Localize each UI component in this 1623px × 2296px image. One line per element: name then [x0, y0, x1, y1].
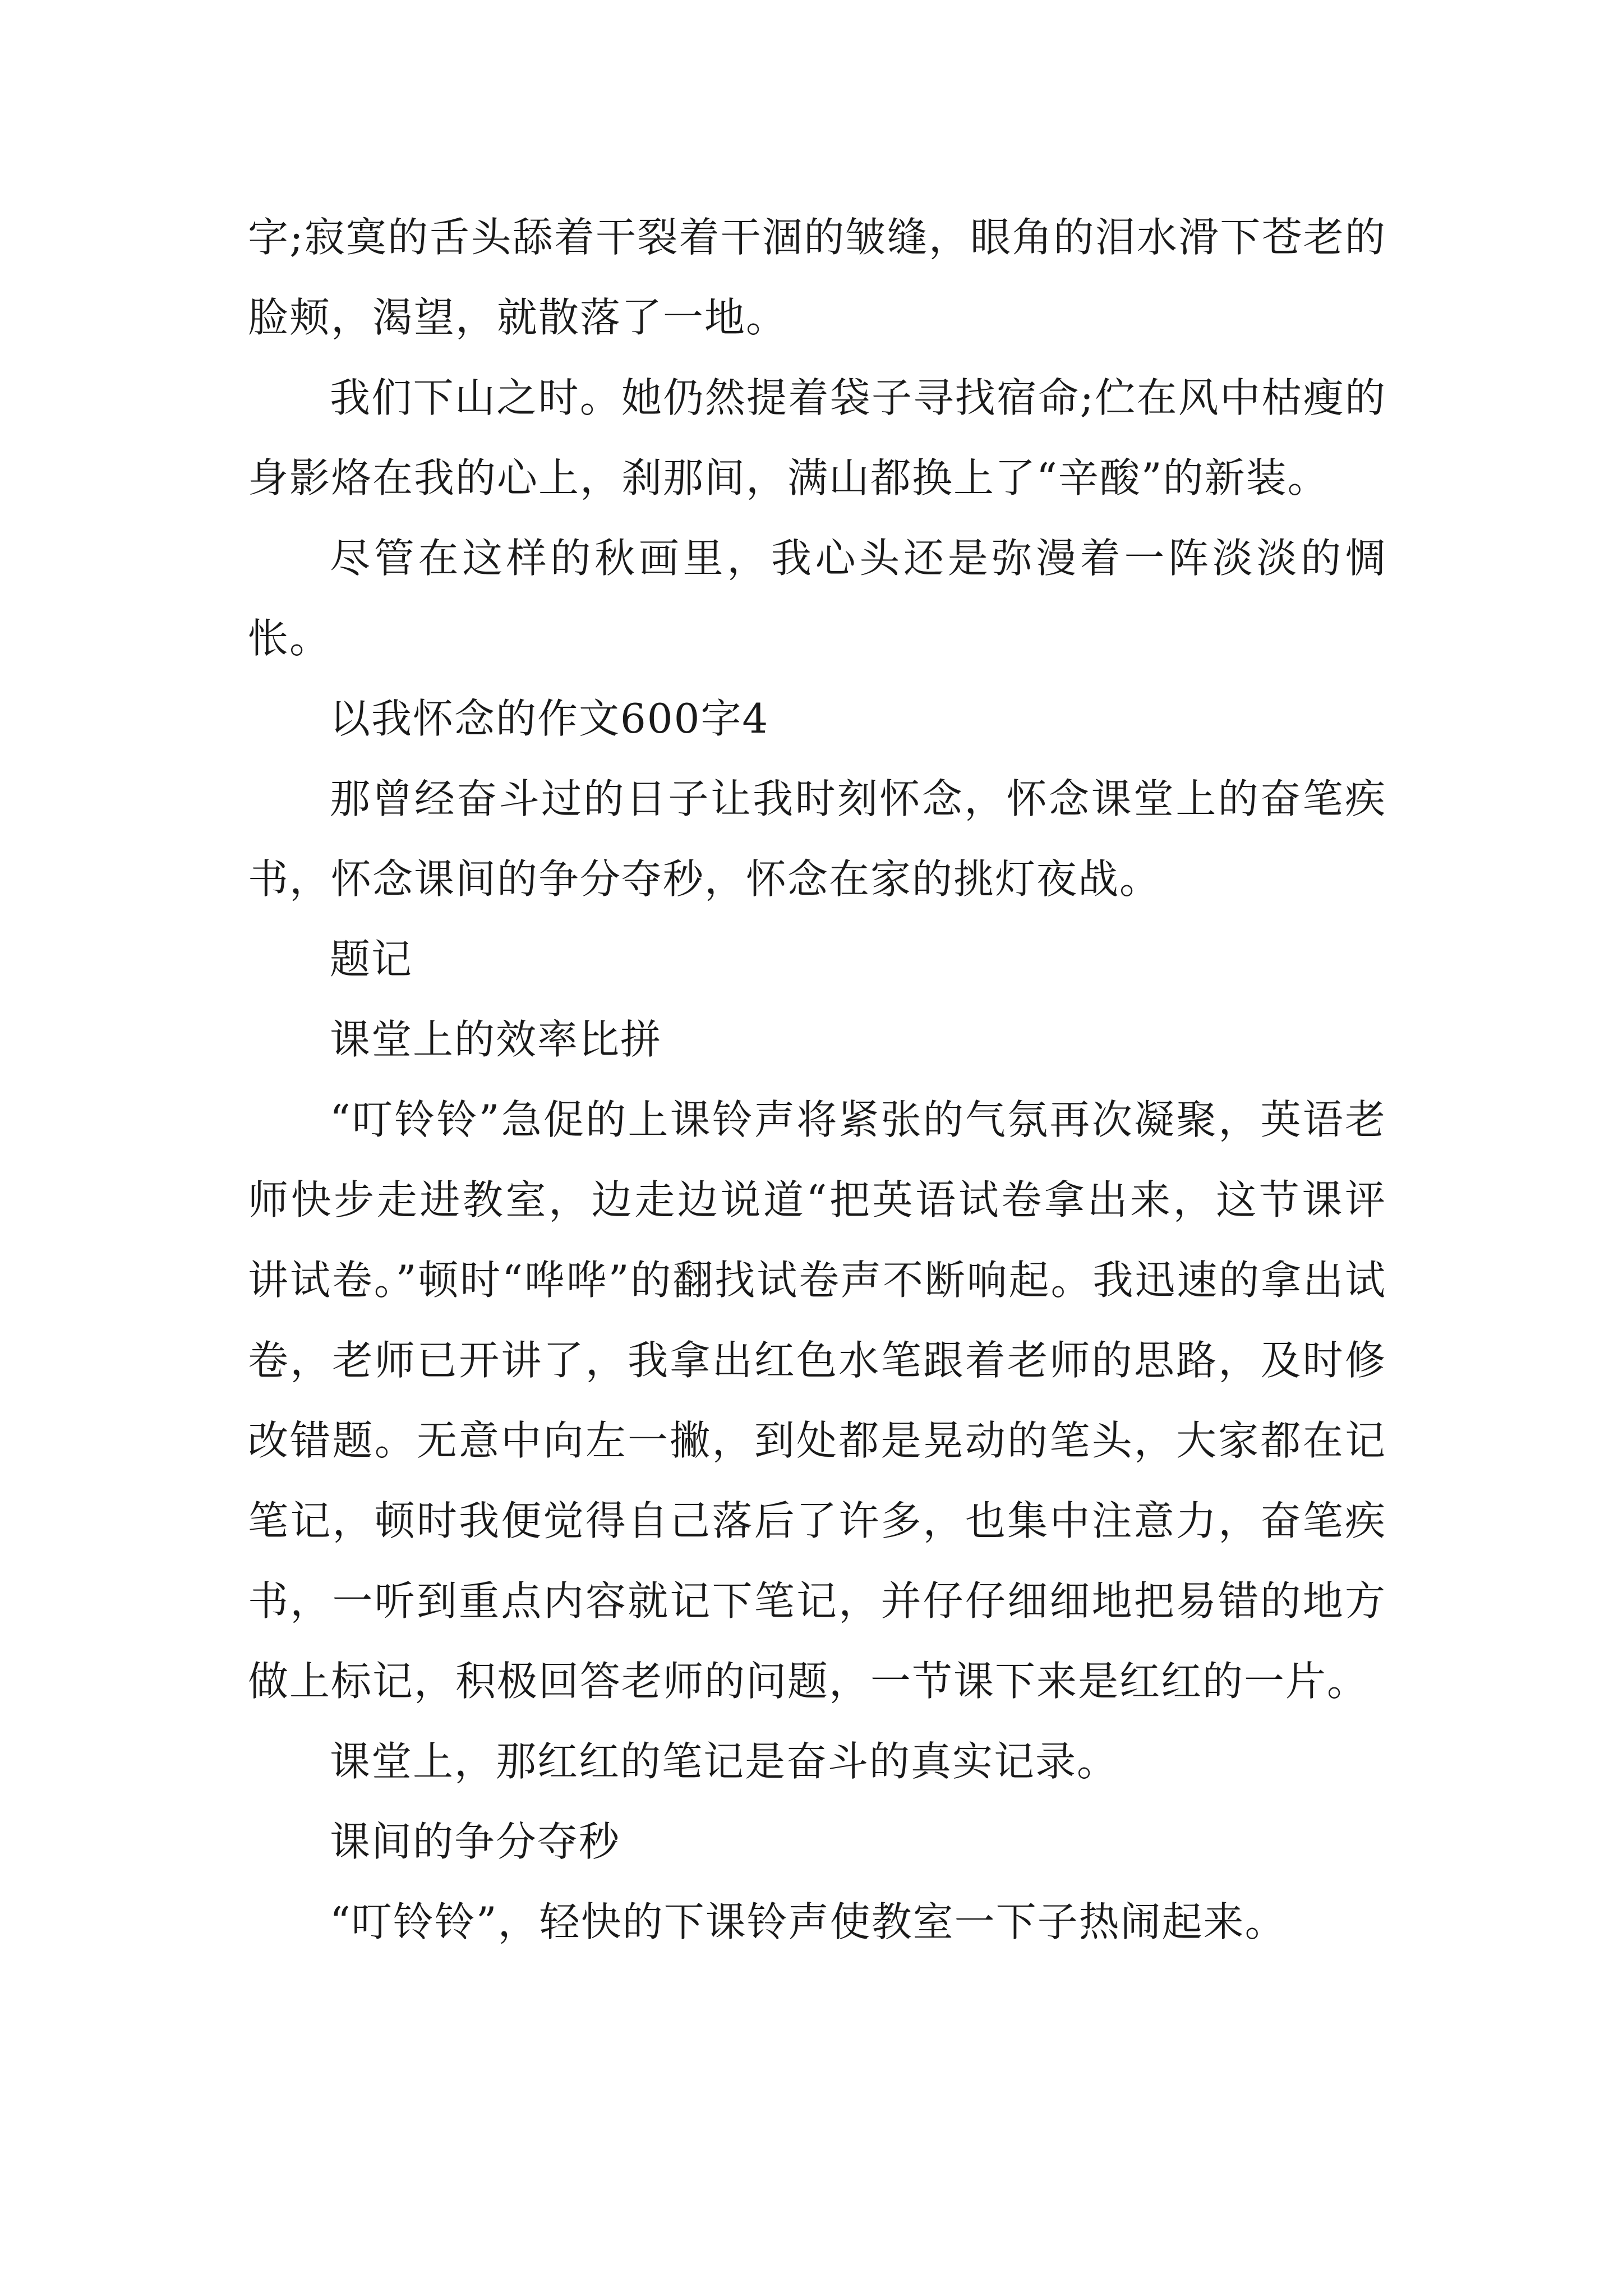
paragraph: 那曾经奋斗过的日子让我时刻怀念，怀念课堂上的奋笔疾书，怀念课间的争分夺秒，怀念在家的挑灯夜战。 [248, 775, 1386, 903]
section-heading: 课间的争分夺秒 [330, 1818, 621, 1865]
document-body [248, 197, 1386, 1962]
paragraph: 尽管在这样的秋画里，我心头还是弥漫着一阵淡淡的惆怅。 [248, 535, 1386, 662]
paragraph: “叮铃铃”，轻快的下课铃声使教室一下子热闹起来。 [330, 1898, 1287, 1945]
paragraph: 课堂上，那红红的笔记是奋斗的真实记录。 [330, 1738, 1119, 1785]
paragraph: 我们下山之时。她仍然提着袋子寻找宿命;伫在风中枯瘦的身影烙在我的心上，刹那间，满山都换上了“辛酸”的新装。 [248, 374, 1386, 501]
section-heading: 课堂上的效率比拼 [330, 1016, 662, 1063]
section-heading: 题记 [330, 936, 413, 983]
section-heading: 以我怀念的作文600字4 [330, 695, 769, 742]
paragraph: “叮铃铃”急促的上课铃声将紧张的气氛再次凝聚，英语老师快步走进教室，边走边说道“把英语试卷拿出来，这节课评讲试卷。”顿时“哗哗”的翻找试卷声不断响起。我迅速的拿出试卷，老师已开讲了，我拿出红色水笔跟着老师的思路，及时修改错题。无意中向左一撇，到处都是晃动的笔头，大家都在记笔记，顿时我便觉得自己落后了许多，也集中注意力，奋笔疾书，一听到重点内容就记下笔记，并仔仔细细地把易错的地方做上标记，积极回答老师的问题，一节课下来是红红的一片。 [248, 1096, 1386, 1705]
paragraph-continued: 字;寂寞的舌头舔着干裂着干涸的皱缝，眼角的泪水滑下苍老的脸颊，渴望，就散落了一地。 [248, 214, 1386, 341]
